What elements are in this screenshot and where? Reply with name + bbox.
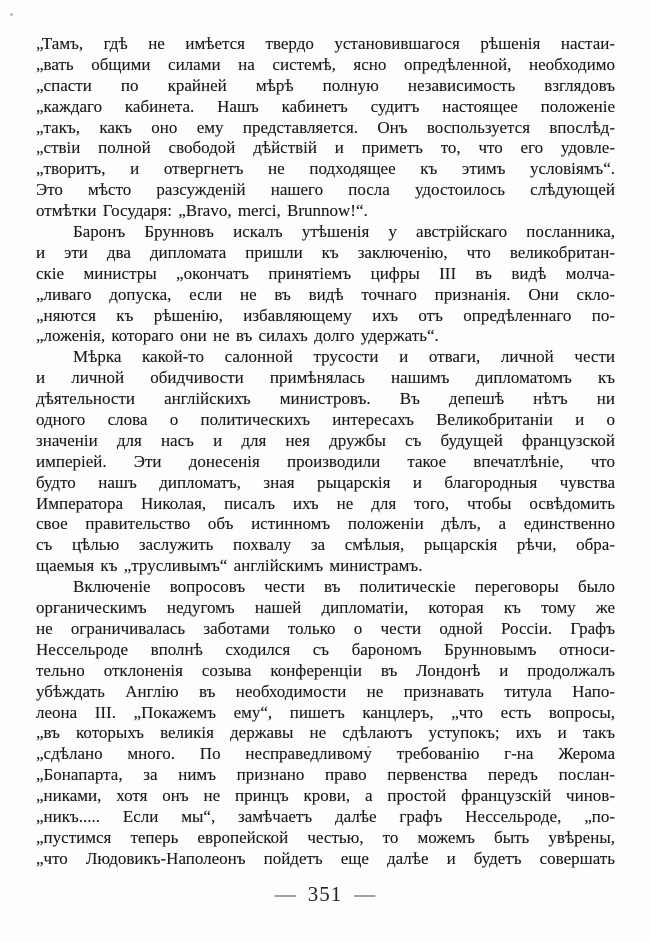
text-line: „никами, хотя онъ не принцъ крови, а простой французскій чинов- <box>36 786 615 806</box>
text-line: не ограничивалась заботами только о чести одной Россіи. Графъ <box>36 618 615 638</box>
text-line: „Тамъ, гдѣ не имѣется твердо установившагося рѣшенія настаи- <box>36 34 615 53</box>
text-line: тельно отклоненія созыва конференціи въ Лондонѣ и продолжалъ <box>36 660 615 680</box>
text-line: Императора Николая, писалъ ихъ не для того, чтобы освѣдомить <box>36 493 615 513</box>
text-line: „пустимся теперь европейской честью, то можемъ быть увѣрены, <box>36 827 615 847</box>
text-line: Включеніе вопросовъ чести въ политическіе переговоры было <box>73 577 615 597</box>
text-line: значеніи для насъ и для нея дружбы съ будущей французской <box>36 430 615 450</box>
text-line: щаемыя къ „трусливымъ“ англійскимъ министрамъ. <box>36 556 423 576</box>
text-line: „вать общими силами на системѣ, ясно опредѣленной, необходимо <box>36 54 615 74</box>
text-line: имперіей. Эти донесенія производили такое впечатлѣніе, что <box>36 451 615 471</box>
text-line: „ствіи полной свободой дѣйствій и приметъ то, что его удовле- <box>36 138 615 158</box>
text-line: скіе министры „окончатъ принятіемъ цифры III въ видѣ молча- <box>36 263 615 283</box>
text-line: отмѣтки Государя: „Bravo, merci, Brunnow!“. <box>36 201 368 221</box>
text-line: Нессельроде вполнѣ сходился съ барономъ Брунновымъ относи- <box>36 639 615 659</box>
page-number-dash-right: — <box>354 882 376 906</box>
text-line: „такъ, какъ оно ему представляется. Онъ воспользуется впослѣд- <box>36 117 615 137</box>
page-number-dash-left: — <box>274 882 296 906</box>
text-line: „ложенія, котораго они не въ силахъ долго удержать“. <box>36 326 439 346</box>
page-number-value: 351 <box>307 882 343 906</box>
text-line: органическимъ недугомъ нашей дипломатіи, которая къ тому же <box>36 598 615 618</box>
text-line: свое правительство объ истинномъ положеніи дѣлъ, а единственно <box>36 514 615 534</box>
text-line: „въ которыхъ великія державы не сдѣлаютъ уступокъ; ихъ и такъ <box>36 723 615 743</box>
text-line: „что Людовикъ-Наполеонъ пойдетъ еще далѣе и будетъ совершать <box>36 848 615 868</box>
page-number <box>0 882 650 907</box>
text-line: „няются къ рѣшенію, избавляющему ихъ отъ опредѣленнаго по- <box>36 305 615 325</box>
text-block <box>36 34 615 870</box>
text-line: „творитъ, и отвергнетъ не подходящее къ этимъ условіямъ“. <box>36 159 615 179</box>
text-line: и эти два дипломата пришли къ заключенію, что великобритан- <box>36 242 615 262</box>
text-line: „ливаго допуска, если не въ видѣ точнаго признанія. Они скло- <box>36 284 615 304</box>
text-line: и личной обидчивости примѣнялась нашимъ дипломатомъ къ <box>36 368 615 388</box>
paragraph <box>36 577 615 869</box>
text-line: „сдѣлано много. По несправедливому требованію г-на Жерома <box>36 744 615 764</box>
scan-speck <box>10 13 13 16</box>
text-line: Мѣрка какой-то салонной трусости и отваги, личной чести <box>73 347 615 367</box>
text-line: „Бонапарта, за нимъ признано право первенства передъ послан- <box>36 765 615 785</box>
text-line: съ цѣлью заслужить похвалу за смѣлыя, рыцарскія рѣчи, обра- <box>36 535 615 555</box>
text-line: убѣждать Англію въ необходимости не признавать титула Напо- <box>36 681 615 701</box>
paragraph <box>36 34 615 222</box>
text-line: дѣятельности англійскихъ министровъ. Въ депешѣ нѣтъ ни <box>36 389 615 409</box>
text-line: будто нашъ дипломатъ, зная рыцарскія и благородныя чувства <box>36 472 615 492</box>
paragraph <box>36 347 615 577</box>
paragraph <box>36 222 615 347</box>
text-line: Баронъ Брунновъ искалъ утѣшенія у австрійскаго посланника, <box>73 222 615 242</box>
text-line: Это мѣсто разсужденій нашего посла удостоилось слѣдующей <box>36 180 615 200</box>
text-line: леона III. „Покажемъ ему“, пишетъ канцлеръ, „что есть вопросы, <box>36 702 615 722</box>
text-line: одного слова о политическихъ интересахъ Великобританіи и о <box>36 410 615 430</box>
text-line: „никъ..... Если мы“, замѣчаетъ далѣе графъ Нессельроде, „по- <box>36 806 615 826</box>
text-line: „каждаго кабинета. Нашъ кабинетъ судитъ настоящее положеніе <box>36 96 615 116</box>
text-line: „спасти по крайней мѣрѣ полную независимость взглядовъ <box>36 75 615 95</box>
